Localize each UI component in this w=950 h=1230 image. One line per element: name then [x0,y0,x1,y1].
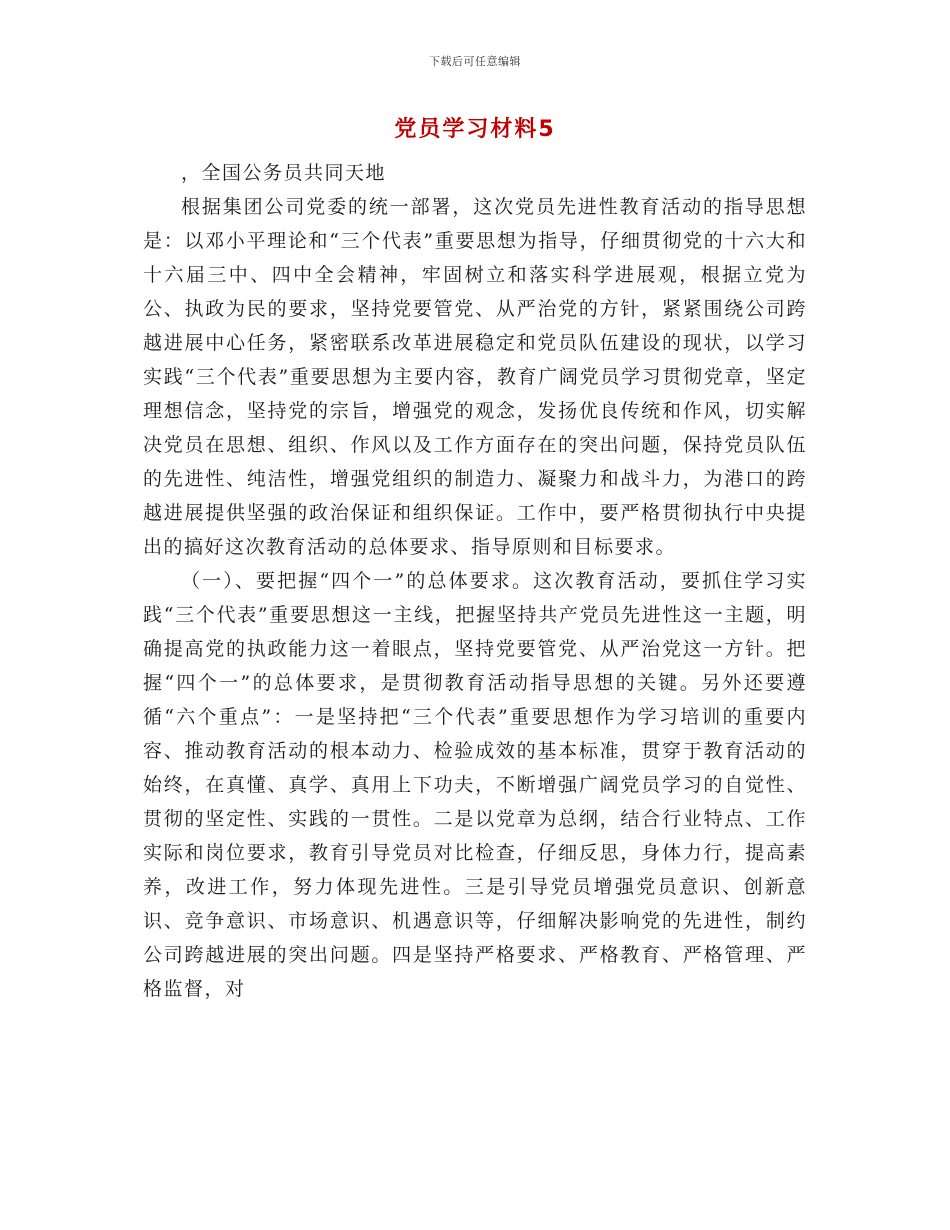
document-body [143,156,807,1006]
paragraph-requirements: （一）、要把握“四个一”的总体要求。这次教育活动，要抓住学习实践“三个代表”重要思想这一主线，把握坚持共产党员先进性这一主题，明确提高党的执政能力这一着眼点，坚持党要管党、从严治党这一方针。把握“四个一”的总体要求，是贯彻教育活动指导思想的关键。另外还要遵循“六个重点”：一是坚持把“三个代表”重要思想作为学习培训的重要内容、推动教育活动的根本动力、检验成效的基本标准，贯穿于教育活动的始终，在真懂、真学、真用上下功夫，不断增强广阔党员学习的自觉性、贯彻的坚定性、实践的一贯性。二是以党章为总纲，结合行业特点、工作实际和岗位要求，教育引导党员对比检查，仔细反思，身体力行，提高素养，改进工作，努力体现先进性。三是引导党员增强党员意识、创新意识、竞争意识、市场意识、机遇意识等，仔细解决影响党的先进性，制约公司跨越进展的突出问题。四是坚持严格要求、严格教育、严格管理、严格监督，对 [143,570,807,1000]
paragraph-guiding-thought: 根据集团公司党委的统一部署，这次党员先进性教育活动的指导思想是：以邓小平理论和“三个代表”重要思想为指导，仔细贯彻党的十六大和十六届三中、四中全会精神，牢固树立和落实科学进展观，根据立党为公、执政为民的要求，坚持党要管党、从严治党的方针，紧紧围绕公司跨越进展中心任务，紧密联系改革进展稳定和党员队伍建设的现状，以学习实践“三个代表”重要思想为主要内容，教育广阔党员学习贯彻党章，坚定理想信念，坚持党的宗旨，增强党的观念，发扬优良传统和作风，切实解决党员在思想、组织、作风以及工作方面存在的突出问题，保持党员队伍的先进性、纯洁性，增强党组织的制造力、凝聚力和战斗力，为港口的跨越进展提供坚强的政治保证和组织保证。工作中，要严格贯彻执行中央提出的搞好这次教育活动的总体要求、指导原则和目标要求。 [143,196,807,558]
paragraph-intro: ，全国公务员共同天地 [181,162,387,184]
document-title: 党员学习材料5 [394,117,556,142]
header-note: 下载后可任意编辑 [429,55,521,68]
